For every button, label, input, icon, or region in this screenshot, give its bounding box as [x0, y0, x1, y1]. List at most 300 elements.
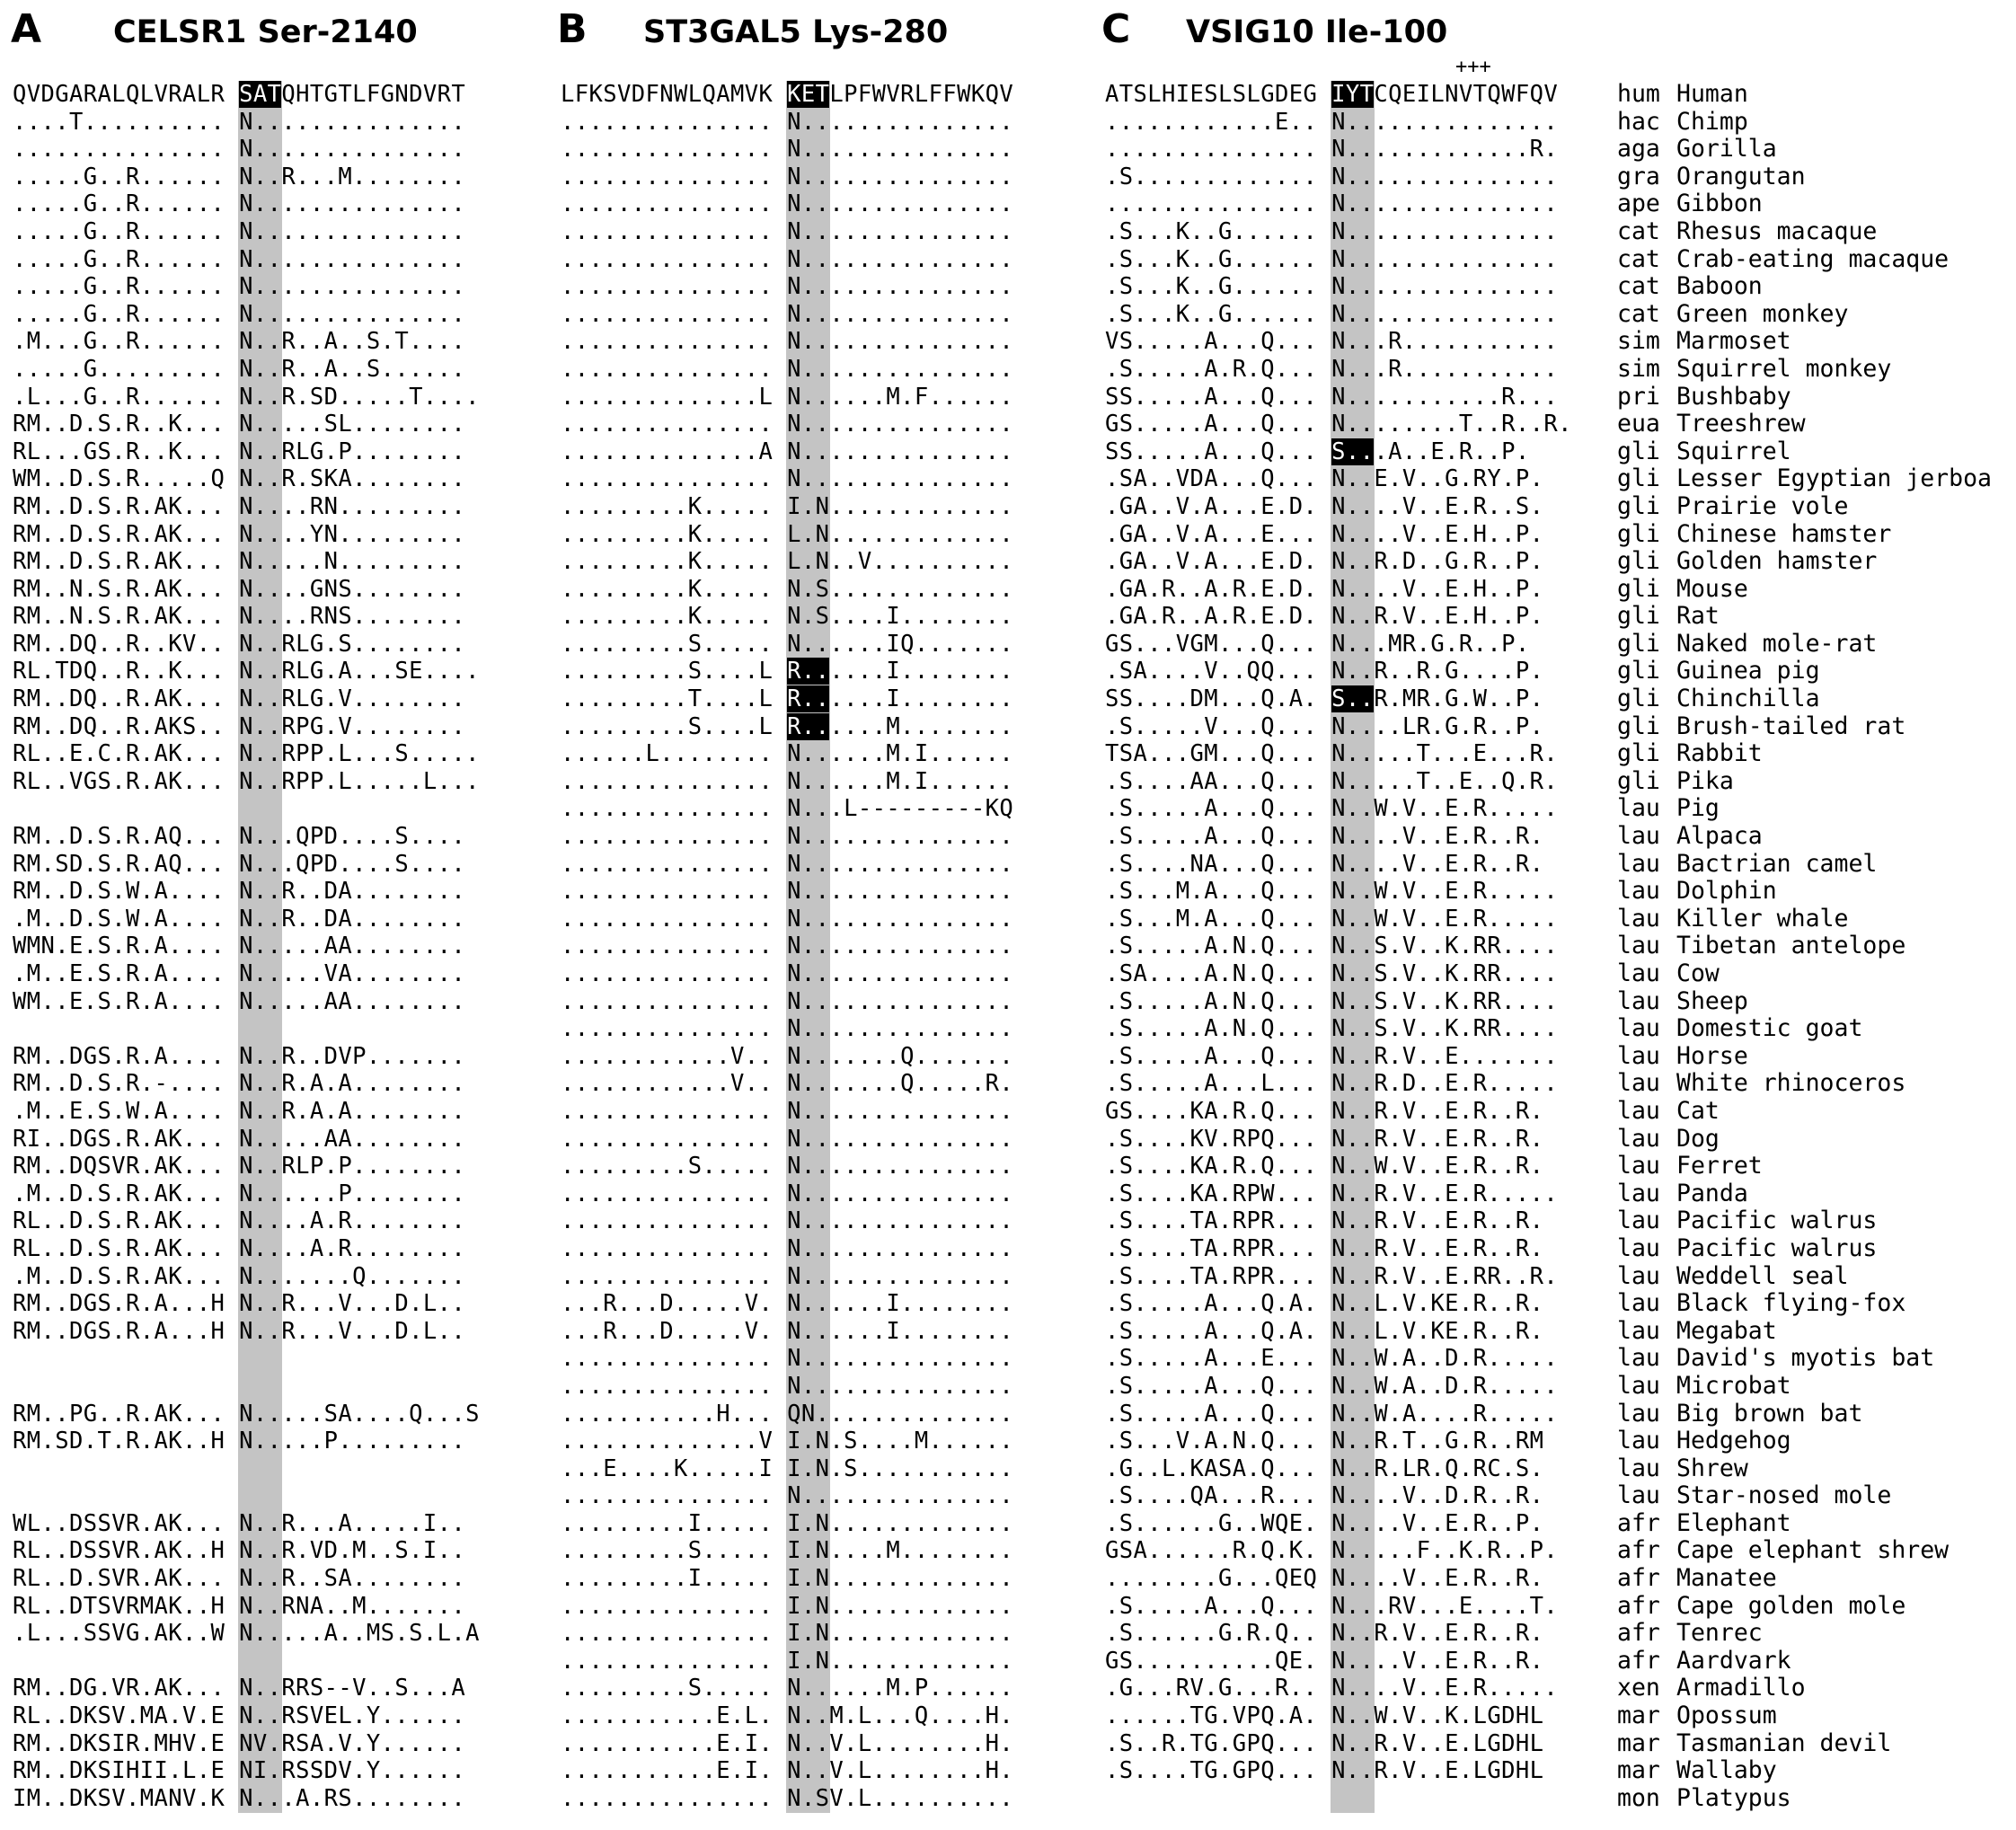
sequence-right: ...F..K.R..P. [1374, 1537, 1559, 1565]
sequence-right: ............. [829, 1153, 1014, 1180]
species-name: Big brown bat [1676, 1399, 1863, 1428]
alignment-row [13, 1098, 480, 1126]
sequence-site: N.. [1331, 1565, 1375, 1593]
sequence-left: .S...K..G...... [1105, 300, 1318, 328]
sequence-site: N.S [787, 603, 830, 631]
species-name: David's myotis bat [1676, 1344, 1935, 1373]
alignment-row [13, 81, 480, 109]
sequence-site: N.. [239, 905, 282, 933]
species-name: Elephant [1676, 1508, 1791, 1537]
alignment-row [1105, 301, 1572, 329]
sequence-right: ............. [281, 273, 466, 301]
sequence-spacer [225, 1126, 239, 1153]
sequence-site: N.. [787, 1207, 830, 1235]
sequence-right: .QPD....S.... [281, 823, 466, 851]
alignment-row [13, 906, 480, 933]
sequence-left: GS....KA.R.Q... [1105, 1097, 1318, 1125]
sequence-left: ............... [561, 1180, 774, 1207]
sequence-site: N.. [239, 823, 282, 851]
alignment-row [561, 1757, 1013, 1785]
alignment-row [1105, 411, 1572, 438]
species-row [1617, 136, 1992, 164]
alignment-panel-a [13, 81, 480, 1812]
sequence-site: N.. [239, 603, 282, 631]
sequence-spacer [1317, 1455, 1331, 1482]
sequence-spacer [773, 1290, 787, 1317]
sequence-right: ............. [829, 1262, 1014, 1290]
species-clade-tag: gli [1617, 547, 1660, 576]
sequence-site: N.. [787, 1290, 830, 1318]
sequence-site: N.. [1331, 411, 1375, 438]
species-row [1617, 164, 1992, 191]
sequence-left: .....G..R...... [13, 190, 225, 218]
sequence-left: .S.....A.N.Q... [1105, 987, 1318, 1015]
sequence-right: ............. [829, 1207, 1014, 1235]
sequence-left: ............... [561, 245, 774, 273]
sequence-spacer [225, 1263, 239, 1290]
sequence-spacer [1317, 301, 1331, 328]
sequence-right: ..V..D.R..R. [1374, 1482, 1544, 1510]
species-row [1617, 438, 1992, 466]
sequence-left: .........S..... [561, 1153, 774, 1180]
sequence-spacer [773, 1428, 787, 1454]
sequence-spacer [773, 1565, 787, 1592]
alignment-row [561, 1126, 1013, 1154]
sequence-left: RM..DKSIR.MHV.E [13, 1729, 225, 1757]
sequence-left: ............... [561, 1620, 774, 1648]
sequence-spacer [225, 1620, 239, 1647]
alignment-row [1105, 1455, 1572, 1483]
sequence-right: S.V..K.RR.... [1374, 933, 1559, 960]
species-row [1617, 795, 1992, 823]
alignment-row [13, 190, 480, 218]
sequence-spacer [1317, 823, 1331, 850]
species-row [1617, 1428, 1992, 1455]
sequence-right: RNA..M....... [281, 1592, 466, 1620]
alignment-row [13, 1070, 480, 1098]
alignment-row [561, 906, 1013, 933]
sequence-site: N.. [787, 108, 830, 136]
sequence-spacer [225, 878, 239, 905]
sequence-right: R.V..E.R..R. [1374, 1207, 1544, 1235]
sequence-site: N.. [239, 1702, 282, 1730]
sequence-spacer [225, 81, 239, 108]
alignment-row [1105, 1537, 1572, 1565]
species-clade-tag: lau [1617, 1041, 1660, 1070]
species-name: Squirrel [1676, 437, 1791, 465]
species-row [1617, 384, 1992, 411]
sequence-site: N.. [787, 1372, 830, 1400]
sequence-left: .S...M.A...Q... [1105, 878, 1318, 906]
species-clade-tag: lau [1617, 1344, 1660, 1373]
sequence-site: N.. [1331, 1207, 1375, 1235]
alignment-row [1105, 1593, 1572, 1621]
sequence-left: RI..DGS.R.AK... [13, 1125, 225, 1153]
sequence-spacer [1317, 1428, 1331, 1454]
species-clade-tag: lau [1617, 1454, 1660, 1482]
species-name: Golden hamster [1676, 547, 1878, 576]
alignment-row [561, 603, 1013, 631]
sequence-site: N.. [1331, 740, 1375, 768]
sequence-site: N.S [787, 1784, 830, 1812]
alignment-row [13, 576, 480, 604]
species-clade-tag: aga [1617, 135, 1660, 164]
alignment-row [561, 1153, 1013, 1180]
species-name: Rabbit [1676, 739, 1763, 768]
sequence-right: R.A.A........ [281, 1070, 466, 1098]
sequence-site: N.. [239, 328, 282, 356]
sequence-right: ............. [1374, 217, 1559, 245]
sequence-right: R.MR.G.W..P. [1374, 685, 1544, 713]
sequence-right: R.V..E.H..P. [1374, 603, 1544, 631]
alignment-row [561, 576, 1013, 604]
sequence-right: ....I........ [829, 658, 1014, 685]
sequence-left: RL..D.S.R.AK... [13, 1234, 225, 1262]
alignment-row [1105, 768, 1572, 796]
sequence-site: N.. [787, 1153, 830, 1180]
sequence-site: N.. [787, 217, 830, 245]
sequence-left: .........K..... [561, 520, 774, 548]
sequence-right: ............. [829, 1125, 1014, 1153]
sequence-left: .L...SSVG.AK..W [13, 1620, 225, 1648]
alignment-row [13, 933, 480, 960]
sequence-site: N.. [239, 987, 282, 1015]
sequence-left: ............... [561, 1784, 774, 1812]
sequence-site: N.. [1331, 603, 1375, 631]
species-clade-tag: lau [1617, 1481, 1660, 1510]
alignment-row [1105, 1401, 1572, 1428]
sequence-spacer [773, 988, 787, 1015]
sequence-right: W.A..D.R..... [1374, 1372, 1559, 1400]
species-row [1617, 1730, 1992, 1758]
species-row [1617, 521, 1992, 549]
species-name: Brush-tailed rat [1676, 712, 1906, 740]
sequence-right: ..V..E.R..P. [1374, 1509, 1544, 1537]
sequence-left: .M..D.S.R.AK... [13, 1180, 225, 1207]
sequence-right: R.D..G.R..P. [1374, 548, 1544, 576]
sequence-site: N.. [1331, 1428, 1375, 1455]
sequence-site: N.. [1331, 933, 1375, 960]
species-name: Domestic goat [1676, 1014, 1863, 1043]
sequence-spacer [773, 548, 787, 575]
sequence-site: N.. [239, 217, 282, 245]
sequence-site: N.. [1331, 630, 1375, 658]
species-row [1617, 190, 1992, 218]
species-clade-tag: lau [1617, 1096, 1660, 1125]
sequence-spacer [773, 576, 787, 603]
alignment-row [13, 136, 480, 164]
sequence-left: RM.SD.S.R.AQ... [13, 850, 225, 878]
sequence-left: RM..D.S.R.AQ... [13, 823, 225, 851]
alignment-row [561, 713, 1013, 741]
sequence-right: ............. [829, 1509, 1014, 1537]
sequence-right: ..RNS........ [281, 603, 466, 631]
sequence-site: N.. [787, 905, 830, 933]
sequence-site: N.. [1331, 1372, 1375, 1400]
sequence-right: R.V..E.R..R. [1374, 1234, 1544, 1262]
sequence-spacer [773, 1593, 787, 1620]
species-name: Bushbaby [1676, 382, 1791, 411]
sequence-spacer [1317, 988, 1331, 1015]
sequence-right: RLG.P........ [281, 438, 466, 465]
sequence-right: ....I........ [829, 685, 1014, 713]
sequence-spacer [773, 768, 787, 795]
sequence-right: ....M.F...... [829, 383, 1014, 411]
sequence-left: ............V.. [561, 1070, 774, 1098]
sequence-left: .........S..... [561, 1675, 774, 1702]
alignment-row [1105, 960, 1572, 988]
species-row [1617, 576, 1992, 604]
panel-b-title: ST3GAL5 Lys-280 [643, 14, 949, 50]
sequence-left: ........G...QEQ [1105, 1565, 1318, 1593]
sequence-spacer [1317, 1593, 1331, 1620]
sequence-right: ............. [829, 245, 1014, 273]
alignment-row [561, 1401, 1013, 1428]
sequence-left: .S.....A.N.Q... [1105, 1015, 1318, 1043]
sequence-spacer [773, 1401, 787, 1428]
species-clade-tag: sim [1617, 354, 1660, 383]
alignment-row [13, 493, 480, 521]
sequence-left: WL..DSSVR.AK... [13, 1509, 225, 1537]
sequence-left: .S.....A...Q... [1105, 1400, 1318, 1428]
sequence-spacer [225, 1702, 239, 1729]
species-row [1617, 218, 1992, 246]
sequence-spacer [1317, 1345, 1331, 1372]
alignment-row [13, 521, 480, 549]
species-clade-tag: xen [1617, 1674, 1660, 1702]
sequence-spacer [1317, 1730, 1331, 1757]
sequence-spacer [1317, 1015, 1331, 1042]
sequence-left: ............... [13, 136, 225, 164]
sequence-site: N.. [787, 163, 830, 190]
species-clade-tag: lau [1617, 1152, 1660, 1180]
alignment-row [13, 1510, 480, 1538]
sequence-site: N.. [787, 1317, 830, 1345]
species-row [1617, 493, 1992, 521]
sequence-spacer [773, 740, 787, 767]
sequence-left: ............... [561, 1097, 774, 1125]
species-row [1617, 1510, 1992, 1538]
sequence-spacer [1317, 493, 1331, 520]
species-clade-tag: hum [1617, 80, 1660, 108]
sequence-site: N.. [1331, 273, 1375, 301]
alignment-row [561, 356, 1013, 384]
sequence-left: ..............L [561, 383, 774, 411]
species-name: Orangutan [1676, 162, 1806, 190]
alignment-row [561, 1620, 1013, 1648]
sequence-right: R.V..E.RR..R. [1374, 1262, 1559, 1290]
species-name: Human [1676, 80, 1748, 108]
species-name: Dog [1676, 1124, 1720, 1153]
sequence-left: ..............V [561, 1428, 774, 1455]
sequence-left: WM..D.S.R.....Q [13, 465, 225, 493]
species-clade-tag: afr [1617, 1564, 1660, 1593]
sequence-right: L.V.KE.R..R. [1374, 1290, 1544, 1318]
sequence-site: N.. [787, 1180, 830, 1207]
species-name: Horse [1676, 1041, 1748, 1070]
alignment-row [13, 1263, 480, 1291]
sequence-spacer [1317, 603, 1331, 630]
species-clade-tag: gra [1617, 162, 1660, 190]
alignment-row [561, 851, 1013, 879]
species-clade-tag: lau [1617, 1289, 1660, 1318]
sequence-left: SS.....A...Q... [1105, 438, 1318, 465]
alignment-row [561, 273, 1013, 301]
alignment-row [13, 465, 480, 493]
alignment-row [1105, 521, 1572, 549]
sequence-left: ............... [1105, 190, 1318, 218]
alignment-row [1105, 1648, 1572, 1675]
alignment-row [561, 548, 1013, 576]
sequence-spacer [773, 1455, 787, 1482]
sequence-right: ............. [829, 1234, 1014, 1262]
sequence-left: .........K..... [561, 575, 774, 603]
sequence-right: ............. [829, 328, 1014, 356]
sequence-left: WMN.E.S.R.A.... [13, 933, 225, 960]
sequence-spacer [773, 411, 787, 438]
sequence-spacer [1317, 576, 1331, 603]
sequence-site: N.. [1331, 163, 1375, 190]
species-name: Cape golden mole [1676, 1591, 1906, 1620]
sequence-left: .S....QA...R... [1105, 1482, 1318, 1510]
sequence-right: RPP.L.....L... [281, 767, 480, 795]
sequence-right: ............. [829, 933, 1014, 960]
sequence-left: .S....KV.RPQ... [1105, 1125, 1318, 1153]
sequence-spacer [225, 1235, 239, 1262]
sequence-site: I.N [787, 1592, 830, 1620]
sequence-right: ....M.I...... [829, 740, 1014, 768]
sequence-spacer [773, 1235, 787, 1262]
alignment-row [561, 1373, 1013, 1401]
species-row [1617, 1455, 1992, 1483]
sequence-right: R..A..S.T.... [281, 328, 466, 356]
species-row [1617, 658, 1992, 685]
sequence-right: R...M........ [281, 163, 466, 190]
species-clade-tag: ape [1617, 190, 1660, 218]
alignment-row [561, 465, 1013, 493]
alignment-row [1105, 658, 1572, 685]
alignment-row [561, 685, 1013, 713]
sequence-right: ............. [829, 1620, 1014, 1648]
species-row [1617, 301, 1992, 329]
sequence-left: .M..D.S.R.AK... [13, 1262, 225, 1290]
sequence-right: R..DVP....... [281, 1042, 466, 1070]
sequence-right: ..V..E.R..R. [1374, 1647, 1544, 1675]
species-row [1617, 1235, 1992, 1263]
sequence-site: N.. [1331, 1317, 1375, 1345]
species-row [1617, 768, 1992, 796]
sequence-left: .........S....L [561, 658, 774, 685]
sequence-left: ............... [561, 273, 774, 301]
species-row [1617, 1318, 1992, 1346]
sequence-site: N.. [787, 1234, 830, 1262]
sequence-spacer [225, 1180, 239, 1207]
sequence-right: ............. [829, 190, 1014, 218]
sequence-left: .SA....A.N.Q... [1105, 960, 1318, 987]
sequence-left: ...........E.I. [561, 1729, 774, 1757]
sequence-spacer [1317, 136, 1331, 163]
sequence-site: N.. [239, 190, 282, 218]
sequence-spacer [773, 384, 787, 411]
alignment-row [1105, 438, 1572, 466]
alignment-row [13, 328, 480, 356]
sequence-site: N.. [787, 1729, 830, 1757]
sequence-right: L.V.KE.R..R. [1374, 1317, 1544, 1345]
sequence-right: .R........... [1374, 355, 1559, 383]
sequence-left: .S...M.A...Q... [1105, 905, 1318, 933]
species-clade-tag: lau [1617, 1427, 1660, 1455]
sequence-left: .S....TA.RPR... [1105, 1262, 1318, 1290]
sequence-spacer [773, 164, 787, 190]
sequence-site: N.. [1331, 1234, 1375, 1262]
sequence-spacer [773, 1675, 787, 1702]
sequence-site: N.. [787, 383, 830, 411]
sequence-spacer [773, 1263, 787, 1290]
sequence-spacer [225, 301, 239, 328]
sequence-left: ............... [561, 465, 774, 493]
sequence-right: E.V..G.RY.P. [1374, 465, 1544, 493]
sequence-right: ............. [829, 1647, 1014, 1675]
species-name: Baboon [1676, 272, 1763, 301]
sequence-left: .S.....A...Q... [1105, 1042, 1318, 1070]
sequence-site: N.. [1331, 355, 1375, 383]
sequence-site: N.. [1331, 465, 1375, 493]
species-clade-tag: lau [1617, 1316, 1660, 1345]
sequence-site: N.. [787, 1070, 830, 1098]
sequence-right: ............. [829, 492, 1014, 520]
sequence-site: N.. [787, 1757, 830, 1785]
sequence-spacer [225, 1428, 239, 1454]
species-clade-tag: gli [1617, 464, 1660, 493]
sequence-right: ...T...E...R. [1374, 740, 1559, 768]
sequence-spacer [1317, 685, 1331, 712]
sequence-spacer [1317, 438, 1331, 465]
sequence-spacer [773, 1373, 787, 1400]
sequence-spacer [773, 906, 787, 933]
sequence-left: ............... [561, 411, 774, 438]
alignment-row [561, 521, 1013, 549]
sequence-right: ............. [829, 355, 1014, 383]
sequence-left: ...........E.I. [561, 1757, 774, 1785]
alignment-row [13, 1318, 480, 1346]
panel-a-title: CELSR1 Ser-2140 [113, 14, 418, 50]
alignment-row [13, 685, 480, 713]
sequence-right: .S....M...... [829, 1428, 1014, 1455]
sequence-left: IM..DKSV.MANV.K [13, 1784, 225, 1812]
sequence-right: ............. [829, 1565, 1014, 1593]
sequence-left: .........K..... [561, 548, 774, 576]
sequence-spacer [773, 218, 787, 245]
alignment-row [1105, 1702, 1572, 1730]
sequence-left: .....G......... [13, 355, 225, 383]
sequence-left: RM..D.S.R.AK... [13, 492, 225, 520]
sequence-site: N.. [787, 136, 830, 164]
sequence-site: I.N [787, 1620, 830, 1648]
species-clade-tag: lau [1617, 1069, 1660, 1098]
alignment-row [13, 713, 480, 741]
sequence-site: N.. [787, 1125, 830, 1153]
sequence-site: N.. [239, 1234, 282, 1262]
sequence-left: .........K..... [561, 492, 774, 520]
sequence-spacer [225, 1537, 239, 1564]
species-name: Megabat [1676, 1316, 1777, 1345]
sequence-site: N.. [787, 1262, 830, 1290]
sequence-left: ............... [561, 1262, 774, 1290]
sequence-spacer [225, 218, 239, 245]
alignment-row [1105, 1290, 1572, 1318]
species-name: Tenrec [1676, 1619, 1763, 1648]
sequence-site: N.. [1331, 548, 1375, 576]
